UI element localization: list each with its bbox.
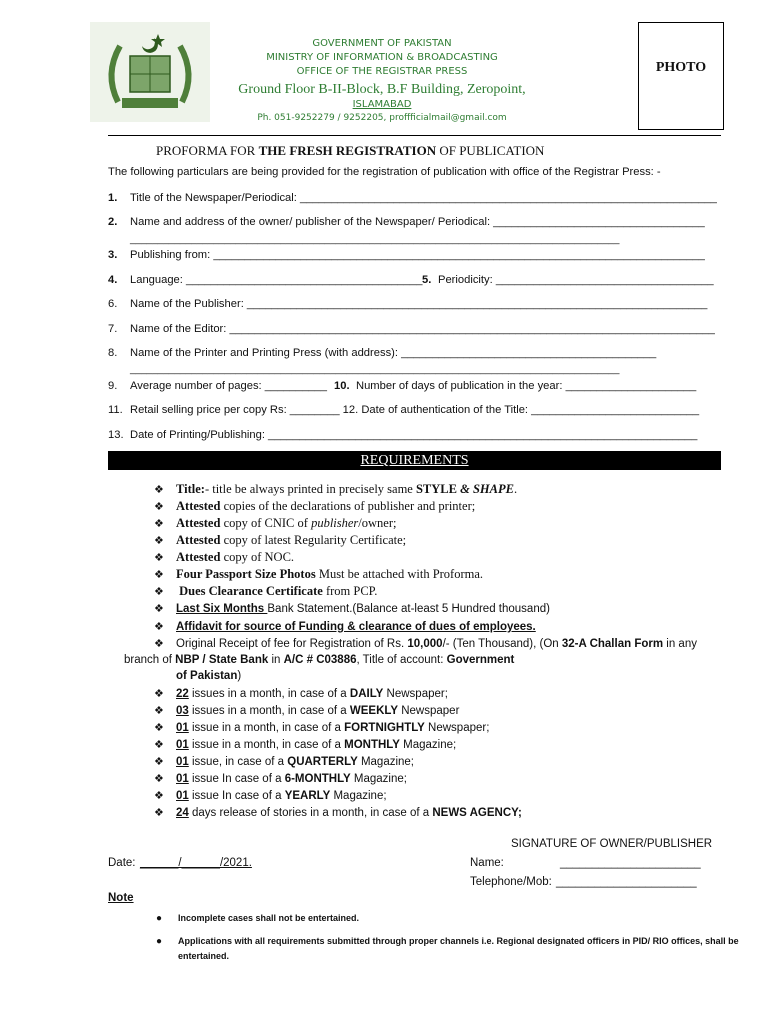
diamond-bullet-icon: ❖: [154, 518, 164, 530]
req-title: ❖ Title:- title be always printed in precisely same STYLE & SHAPE.: [154, 482, 518, 496]
bullet-icon: ●: [156, 913, 163, 924]
diamond-bullet-icon: ❖: [154, 535, 164, 547]
req-regularity: ❖ Attested copy of latest Regularity Certificate;: [154, 533, 407, 547]
field-average-pages[interactable]: 9. Average number of pages: __________: [108, 380, 327, 392]
req-issues-daily: ❖ 22 issues in a month, in case of a DAILY Newspaper;: [154, 688, 448, 700]
diamond-bullet-icon: ❖: [154, 586, 164, 598]
req-dues: ❖ Dues Clearance Certificate from PCP.: [154, 584, 378, 598]
field-days-of-publication[interactable]: 10. Number of days of publication in the year: _____________________: [334, 380, 697, 392]
bullet-icon: ●: [156, 936, 163, 947]
name-field[interactable]: ______________________: [560, 857, 701, 869]
signature-heading: SIGNATURE OF OWNER/PUBLISHER: [511, 838, 713, 850]
req-fee-receipt: ❖ Original Receipt of fee for Registration of Rs. 10,000/- (Ten Thousand), (On 32-A Challan Form in any: [154, 638, 697, 650]
field-owner-address[interactable]: 2. Name and address of the owner/ publisher of the Newspaper/ Periodical: __________________________________: [108, 216, 705, 228]
note-item: ● Applications with all requirements submitted through proper channels i.e. Regional designated officers in PID/ RIO offices, shall be: [156, 936, 739, 947]
field-editor-name[interactable]: 7. Name of the Editor: ______________________________________________________________________________: [108, 323, 715, 335]
req-issues-yearly: ❖ 01 issue In case of a YEARLY Magazine;: [154, 790, 387, 802]
req-issues-6monthly: ❖ 01 issue In case of a 6-MONTHLY Magazine;: [154, 773, 407, 785]
req-noc: ❖ Attested copy of NOC.: [154, 550, 295, 564]
req-issues-news-agency: ❖ 24 days release of stories in a month, in case of a NEWS AGENCY;: [154, 807, 522, 819]
req-declarations: ❖ Attested copies of the declarations of publisher and printer;: [154, 499, 476, 513]
header-line-address: Ground Floor B-II-Block, B.F Building, Zeropoint,: [238, 82, 526, 97]
header-line-ministry: MINISTRY OF INFORMATION & BROADCASTING: [266, 52, 498, 63]
photo-box: [638, 22, 724, 130]
req-issues-fortnightly: ❖ 01 issue in a month, in case of a FORTNIGHTLY Newspaper;: [154, 722, 490, 734]
diamond-bullet-icon: ❖: [154, 621, 164, 633]
header-line-contact: Ph. 051-9252279 / 9252205, proffficialmail@gmail.com: [257, 113, 507, 123]
req-bank-statement: ❖ Last Six Months Bank Statement.(Balance at-least 5 Hundred thousand): [154, 603, 550, 615]
telephone-field[interactable]: ______________________: [556, 876, 697, 888]
field-publisher-name[interactable]: 6. Name of the Publisher: __________________________________________________________________________: [108, 298, 708, 310]
field-owner-address-line2[interactable]: ________________________________________________________________________________________: [130, 234, 620, 245]
requirements-heading: REQUIREMENTS: [108, 451, 721, 470]
req-issues-monthly: ❖ 01 issue in a month, in case of a MONTHLY Magazine;: [154, 739, 457, 751]
req-fee-receipt-line3: of Pakistan): [176, 670, 242, 682]
diamond-bullet-icon: ❖: [154, 722, 164, 734]
field-language[interactable]: 4. Language: ______________________________________: [108, 274, 423, 286]
header-divider: [108, 135, 721, 136]
diamond-bullet-icon: ❖: [154, 638, 164, 650]
diamond-bullet-icon: ❖: [154, 603, 164, 615]
header-line-government: GOVERNMENT OF PAKISTAN: [312, 38, 452, 49]
diamond-bullet-icon: ❖: [154, 756, 164, 768]
field-price-authentication[interactable]: 11. Retail selling price per copy Rs: ________ 12. Date of authentication of the Title: ___________________________: [108, 404, 700, 416]
diamond-bullet-icon: ❖: [154, 552, 164, 564]
req-issues-quarterly: ❖ 01 issue, in case of a QUARTERLY Magazine;: [154, 756, 415, 768]
req-affidavit: ❖ Affidavit for source of Funding & clearance of dues of employees.: [154, 621, 536, 633]
photo-label: PHOTO: [655, 60, 707, 75]
req-fee-receipt-line2: branch of NBP / State Bank in A/C # C03886, Title of account: Government: [124, 654, 515, 666]
diamond-bullet-icon: ❖: [154, 688, 164, 700]
field-periodicity[interactable]: 5. Periodicity: ___________________________________: [422, 274, 714, 286]
diamond-bullet-icon: ❖: [154, 705, 164, 717]
telephone-label: Telephone/Mob:: [470, 876, 552, 888]
note-item-continued: entertained.: [178, 951, 230, 961]
diamond-bullet-icon: ❖: [154, 739, 164, 751]
diamond-bullet-icon: ❖: [154, 569, 164, 581]
req-issues-weekly: ❖ 03 issues in a month, in case of a WEEKLY Newspaper: [154, 705, 460, 717]
field-publishing-from[interactable]: 3. Publishing from: _______________________________________________________________________________: [108, 249, 705, 261]
intro-text: The following particulars are being provided for the registration of publication with office of the Registrar Press: -: [108, 166, 661, 178]
date-label: Date:: [108, 857, 136, 869]
diamond-bullet-icon: ❖: [154, 790, 164, 802]
field-printer-line2[interactable]: ________________________________________________________________________________________: [130, 364, 620, 375]
diamond-bullet-icon: ❖: [154, 807, 164, 819]
note-item: ● Incomplete cases shall not be entertained.: [156, 913, 360, 924]
field-title[interactable]: 1. Title of the Newspaper/Periodical: ___________________________________________________________________: [108, 192, 717, 204]
diamond-bullet-icon: ❖: [154, 484, 164, 496]
req-photos: ❖ Four Passport Size Photos Must be attached with Proforma.: [154, 567, 484, 581]
field-date-printing[interactable]: 13. Date of Printing/Publishing: _____________________________________________________________________: [108, 429, 698, 441]
header-line-office: OFFICE OF THE REGISTRAR PRESS: [296, 66, 468, 77]
diamond-bullet-icon: ❖: [154, 501, 164, 513]
header-line-city: ISLAMABAD: [352, 99, 412, 110]
field-printer[interactable]: 8. Name of the Printer and Printing Press (with address): _________________________________________: [108, 347, 657, 359]
form-title: PROFORMA FOR THE FRESH REGISTRATION OF PUBLICATION: [156, 143, 545, 158]
date-field[interactable]: ______/______/2021.: [140, 857, 252, 869]
note-heading: Note: [108, 892, 134, 904]
name-label: Name:: [470, 857, 504, 869]
diamond-bullet-icon: ❖: [154, 773, 164, 785]
req-cnic: ❖ Attested copy of CNIC of publisher/owner;: [154, 516, 397, 530]
